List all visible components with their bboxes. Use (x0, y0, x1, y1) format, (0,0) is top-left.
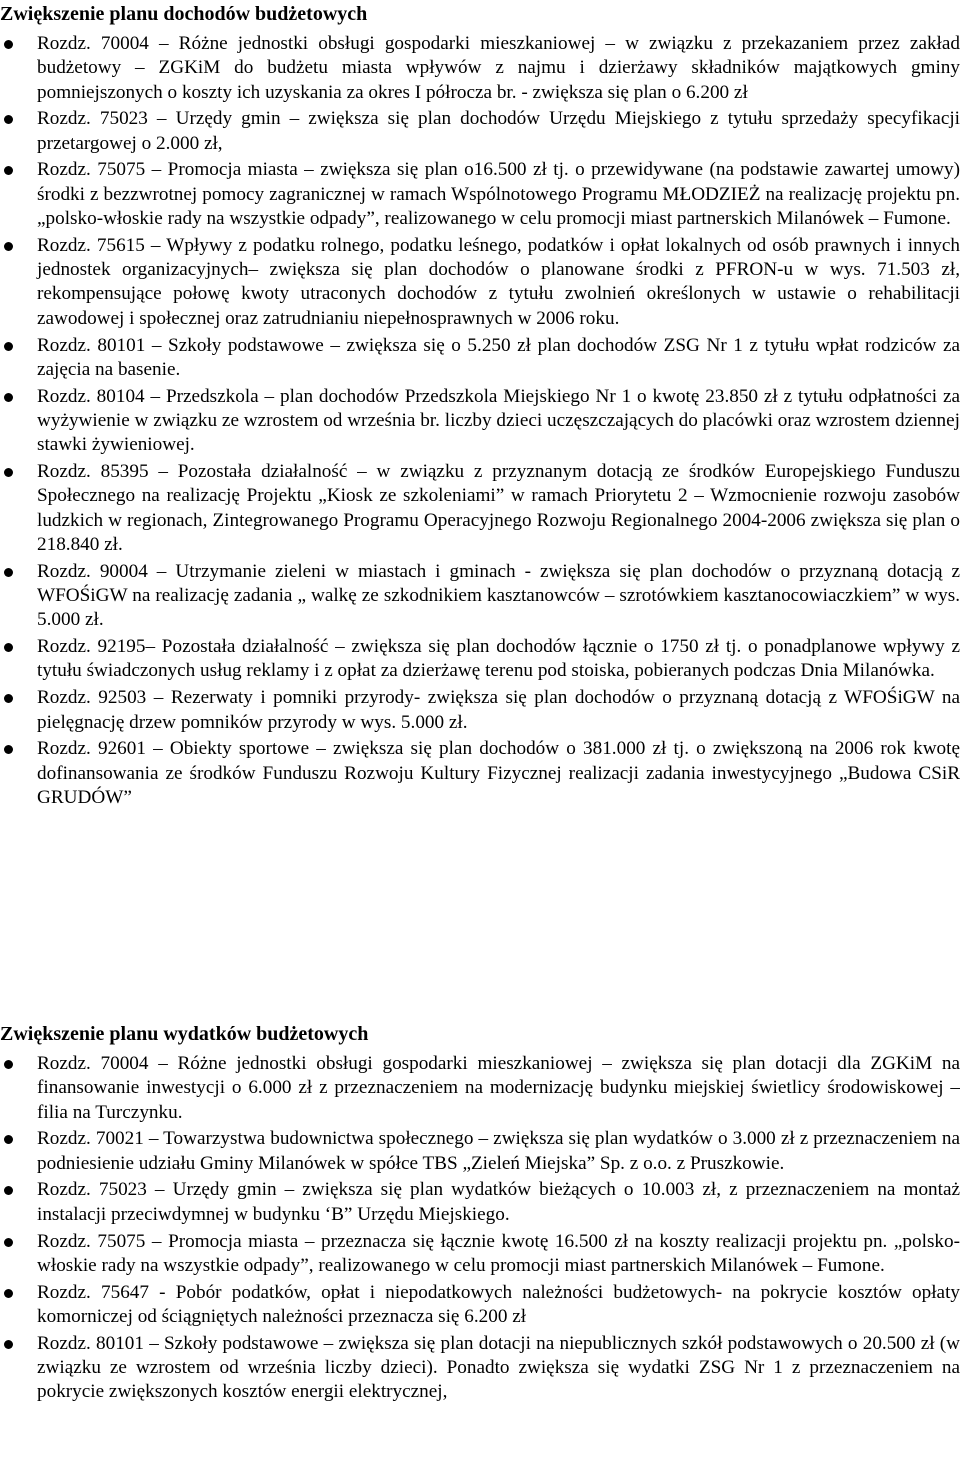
list-item (0, 32, 960, 105)
bullet-icon (4, 1186, 13, 1195)
bullet-icon (4, 166, 13, 175)
list-item (0, 334, 960, 383)
list-item-text: Rozdz. 92601 – Obiekty sportowe – zwiększa się plan dochodów o 381.000 zł tj. o zwiększoną na 2006 rok kwotę dofinansowania ze środków Funduszu Rozwoju Kultury Fizycznej realizacji zadania inwestycyjnego „Budowa CSiR GRUDÓW” (37, 738, 960, 808)
expenses-section-title: Zwiększenie planu wydatków budżetowych (0, 1023, 369, 1045)
list-item-text: Rozdz. 75647 - Pobór podatków, opłat i niepodatkowych należności budżetowych- na pokrycie kosztów opłaty komorniczej od ściągniętych należności przeznacza się 6.200 zł (37, 1281, 960, 1327)
bullet-icon (4, 694, 13, 703)
list-item (0, 1178, 960, 1227)
bullet-icon (4, 40, 13, 49)
list-item (0, 1230, 960, 1279)
bullet-icon (4, 643, 13, 652)
bullet-icon (4, 1060, 13, 1069)
bullet-icon (4, 468, 13, 477)
list-item-text: Rozdz. 75075 – Promocja miasta – zwiększa się plan o16.500 zł tj. o przewidywane (na podstawie zawartej umowy) środki z bezzwrotnej pomocy zagranicznej w ramach Wspólnotowego Programu MŁODZIEŻ na realizację projektu pn. „polsko-włoskie rady na wszystkie odpady”, realizowanego w celu promocji miast partnerskich Milanówek – Fumone. (37, 159, 960, 230)
bullet-icon (4, 1340, 13, 1349)
bullet-icon (4, 745, 13, 754)
list-item-text: Rozdz. 80101 – Szkoły podstawowe – zwiększa się plan dotacji na niepublicznych szkół podstawowych o 20.500 zł (w związku ze wzrostem od września liczby dzieci). Ponadto zwiększa się wydatki ZSG Nr 1 z przeznaczeniem na pokrycie zwiększonych kosztów energii elektrycznej, (37, 1332, 960, 1403)
list-item-text: Rozdz. 75023 – Urzędy gmin – zwiększa się plan wydatków bieżących o 10.003 zł, z przeznaczeniem na montaż instalacji przeciwdymnej w budynku ‘B” Urzędu Miejskiego. (37, 1179, 960, 1225)
list-item (0, 385, 960, 458)
list-item (0, 158, 960, 231)
list-item (0, 1127, 960, 1176)
expenses-list (0, 1052, 960, 1407)
list-item-text: Rozdz. 70004 – Różne jednostki obsługi gospodarki mieszkaniowej – w związku z przekazaniem przez zakład budżetowy – ZGKiM do budżetu miasta wpływów z najmu i dzierżawy składników majątkowych gminy pomniejszonych o koszty ich uzyskania za okres I półrocza br. - zwiększa się plan o 6.200 zł (37, 33, 960, 103)
list-item (0, 234, 960, 331)
list-item-text: Rozdz. 75023 – Urzędy gmin – zwiększa się plan dochodów Urzędu Miejskiego z tytułu sprzedaży specyfikacji przetargowej o 2.000 zł, (37, 108, 960, 154)
bullet-icon (4, 342, 13, 351)
list-item-text: Rozdz. 92503 – Rezerwaty i pomniki przyrody- zwiększa się plan dochodów o przyznaną dotacją z WFOŚiGW na pielęgnację drzew pomników przyrody w wys. 5.000 zł. (37, 687, 960, 733)
list-item (0, 1052, 960, 1125)
list-item-text: Rozdz. 80101 – Szkoły podstawowe – zwiększa się o 5.250 zł plan dochodów ZSG Nr 1 z tytułu wpłat rodziców za zajęcia na basenie. (37, 334, 960, 380)
list-item (0, 1281, 960, 1330)
list-item (0, 737, 960, 810)
bullet-icon (4, 115, 13, 124)
income-list (0, 32, 960, 813)
list-item (0, 1332, 960, 1405)
list-item (0, 686, 960, 735)
bullet-icon (4, 393, 13, 402)
list-item-text: Rozdz. 92195– Pozostała działalność – zwiększa się plan dochodów łącznie o 1750 zł tj. o ponadplanowe wpływy z tytułu świadczonych usług reklamy i z opłat za dzierżawę terenu pod stoiska, pobieranych podczas Dnia Milanówka. (37, 636, 960, 682)
list-item (0, 635, 960, 684)
list-item-text: Rozdz. 75615 – Wpływy z podatku rolnego, podatku leśnego, podatków i opłat lokalnych od osób prawnych i innych jednostek organizacyjnych– zwiększa się plan dochodów o planowane środki z PFRON-u w wys. 71.503 zł, rekompensujące połowę kwoty utraconych dochodów z tytułu zwolnień określonych w ustawie o rehabilitacji zawodowej i społecznej oraz zatrudnianiu niepełnosprawnych w 2006 roku. (37, 234, 960, 329)
list-item (0, 560, 960, 633)
list-item-text: Rozdz. 90004 – Utrzymanie zieleni w miastach i gminach - zwiększa się plan dochodów o przyznaną dotacją z WFOŚiGW na realizację zadania „ walkę ze szkodnikiem kasztanowców – szrotówkiem kasztanocowiaczkiem” w wys. 5.000 zł. (37, 560, 960, 631)
bullet-icon (4, 242, 13, 251)
bullet-icon (4, 1289, 13, 1298)
list-item-text: Rozdz. 80104 – Przedszkola – plan dochodów Przedszkola Miejskiego Nr 1 o kwotę 23.850 zł z tytułu odpłatności za wyżywienie w związku ze wzrostem od września br. liczby dzieci uczęszczających do placówki oraz wzrostem dziennej stawki żywieniowej. (37, 385, 960, 456)
list-item (0, 107, 960, 156)
bullet-icon (4, 1238, 13, 1247)
list-item-text: Rozdz. 75075 – Promocja miasta – przeznacza się łącznie kwotę 16.500 zł na koszty realizacji projektu pn. „polsko-włoskie rady na wszystkie odpady”, realizowanego w celu promocji miast partnerskich Milanówek – Fumone. (37, 1230, 960, 1276)
list-item-text: Rozdz. 70004 – Różne jednostki obsługi gospodarki mieszkaniowej – zwiększa się plan dotacji dla ZGKiM na finansowanie inwestycji o 6.000 zł z przeznaczeniem na modernizację budynku miejskiej świetlicy środowiskowej – filia na Turczynku. (37, 1053, 960, 1123)
bullet-icon (4, 1135, 13, 1144)
list-item (0, 460, 960, 557)
bullet-icon (4, 568, 13, 577)
list-item-text: Rozdz. 85395 – Pozostała działalność – w związku z przyznanym dotacją ze środków Europejskiego Funduszu Społecznego na realizację Projektu „Kiosk ze szkoleniami” w ramach Priorytetu 2 – Wzmocnienie rozwoju zasobów ludzkich w regionach, Zintegrowanego Programu Operacyjnego Rozwoju Regionalnego 2004-2006 zwiększa się plan o 218.840 zł. (37, 461, 960, 555)
list-item-text: Rozdz. 70021 – Towarzystwa budownictwa społecznego – zwiększa się plan wydatków o 3.000 zł z przeznaczeniem na podniesienie udziału Gminy Milanówek w spółce TBS „Zieleń Miejska” Sp. z o.o. z Pruszkowie. (37, 1128, 960, 1174)
income-section-title: Zwiększenie planu dochodów budżetowych (0, 3, 368, 25)
